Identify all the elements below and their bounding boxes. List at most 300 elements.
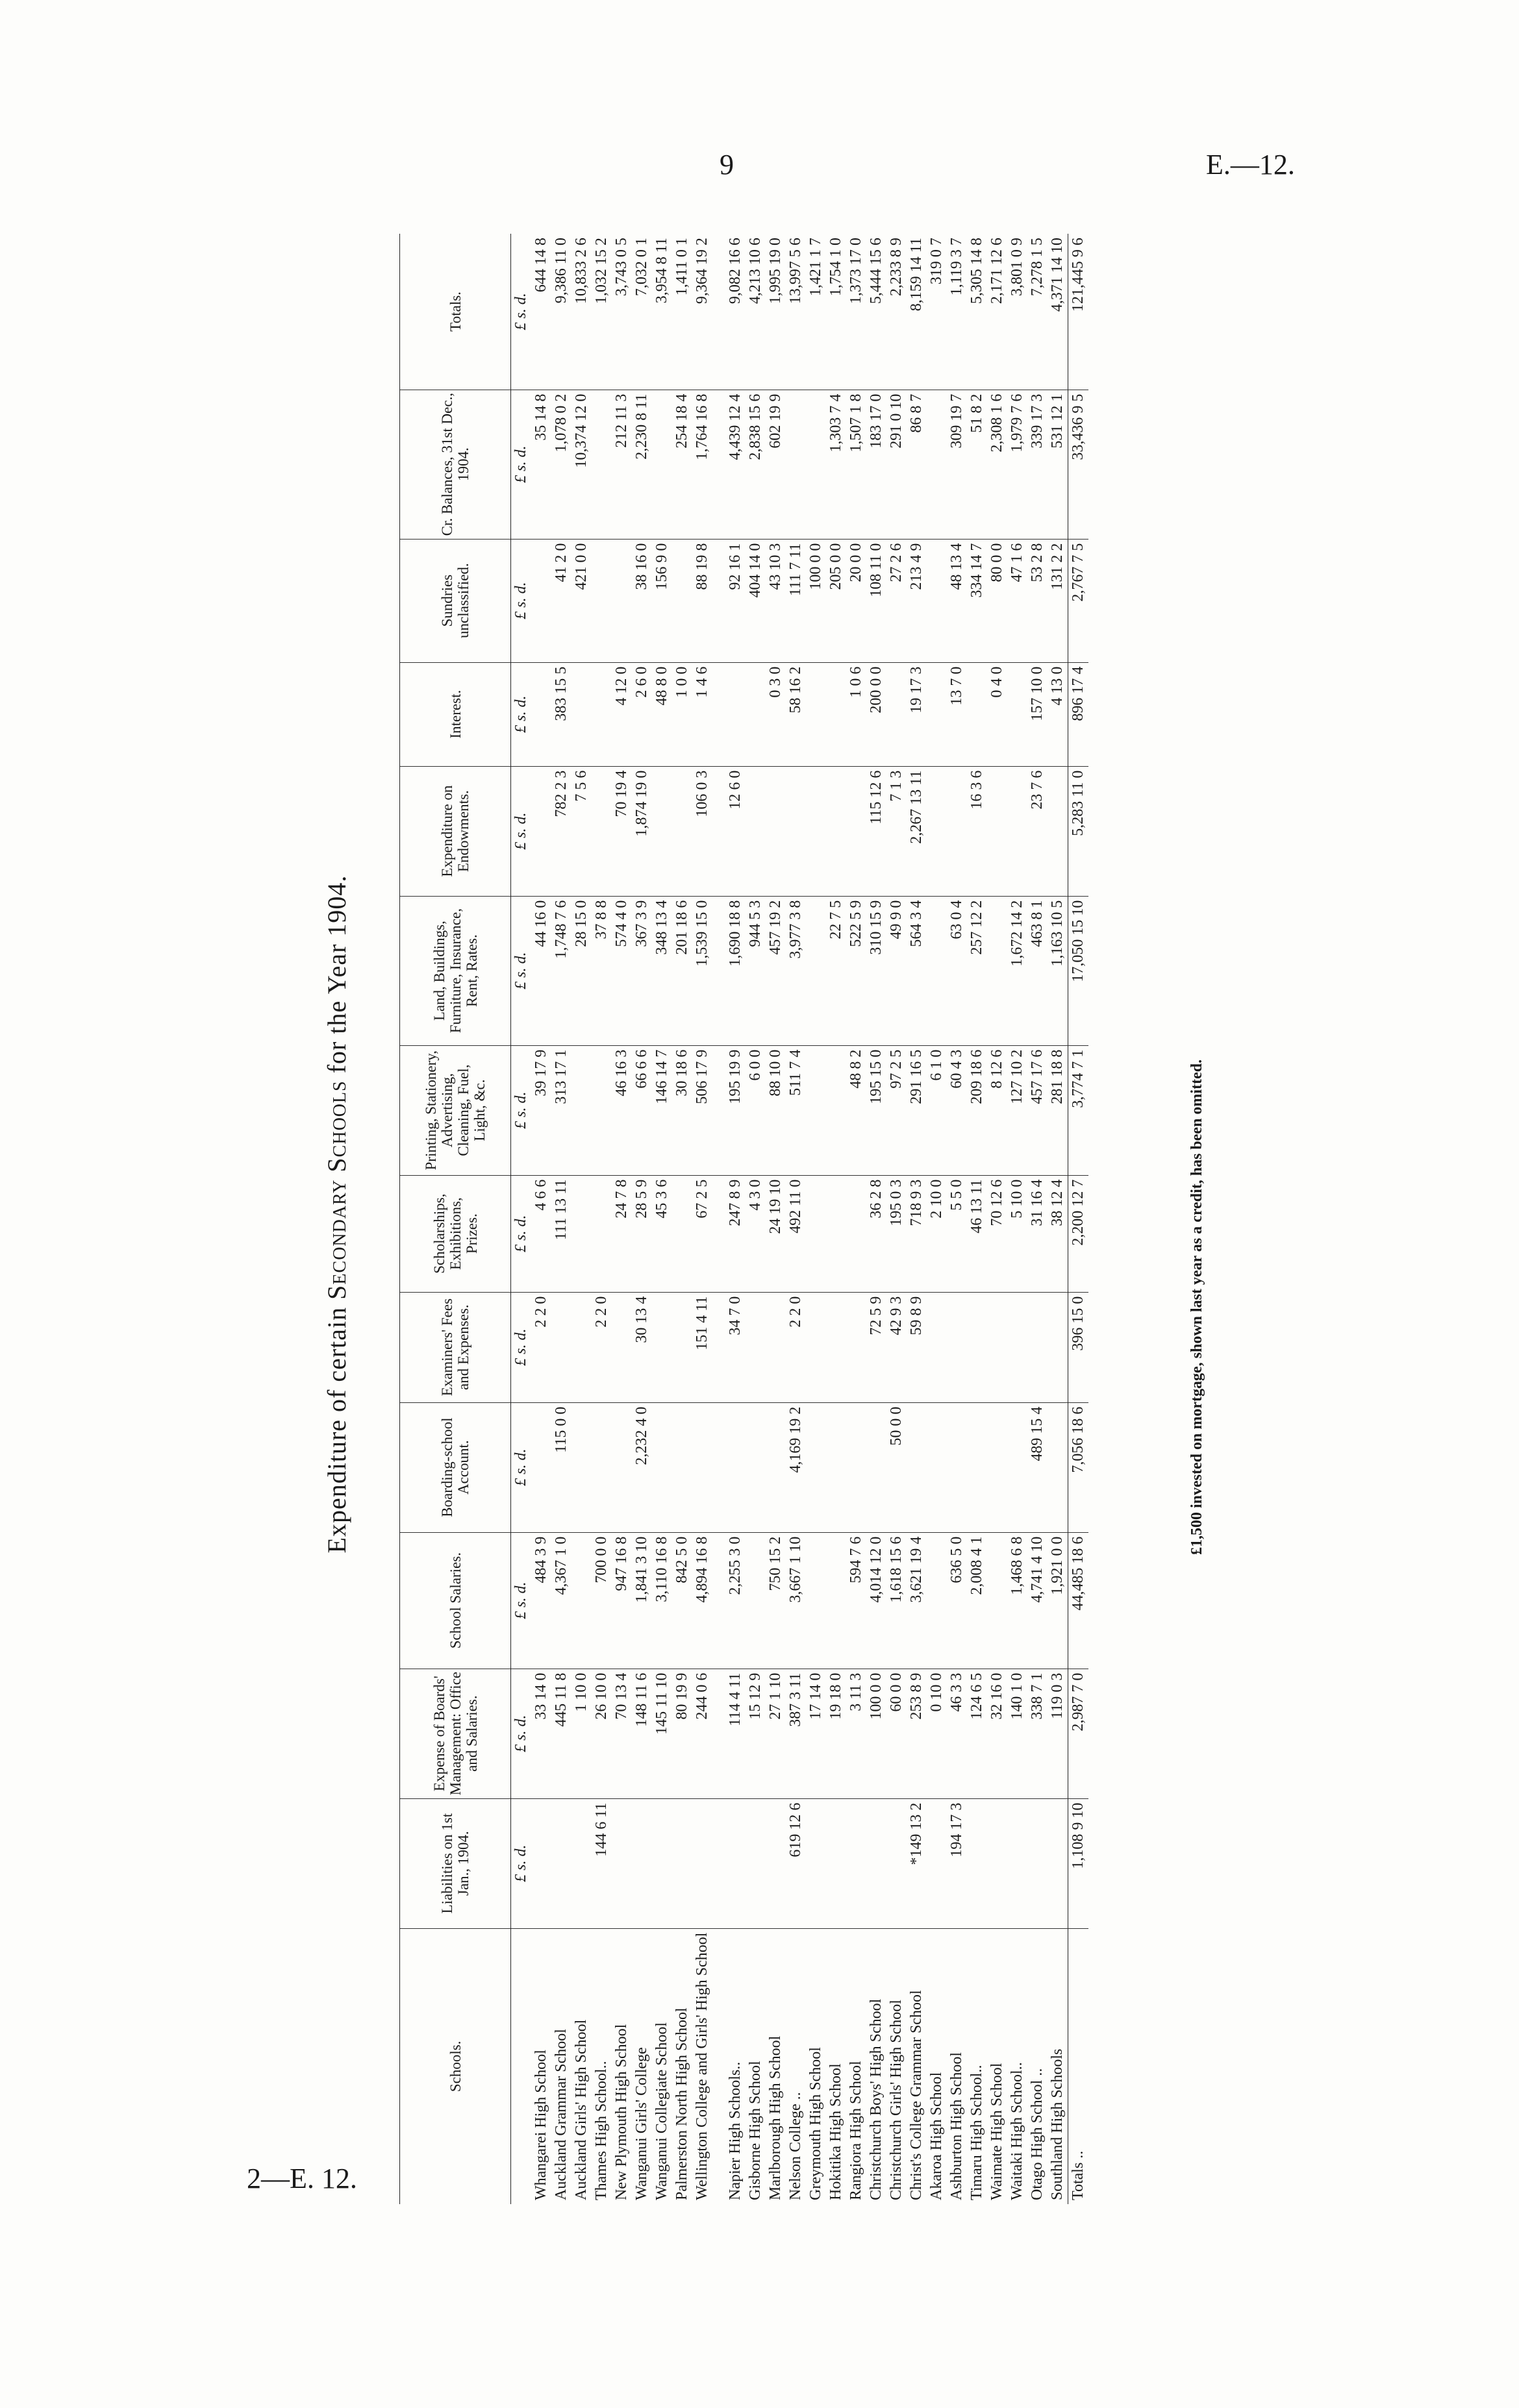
table-cell: 183 17 0 bbox=[866, 390, 886, 539]
table-row bbox=[806, 234, 826, 2204]
total-cell: 2,200 12 7 bbox=[1068, 1175, 1089, 1292]
table-cell: 70 19 4 bbox=[612, 766, 632, 896]
table-cell: 115 0 0 bbox=[551, 1402, 571, 1532]
total-cell: 5,283 11 0 bbox=[1068, 766, 1089, 896]
table-cell: 531 12 1 bbox=[1048, 390, 1068, 539]
table-cell: 146 14 7 bbox=[652, 1045, 672, 1175]
table-cell: 511 7 4 bbox=[786, 1045, 806, 1175]
table-cell: 50 0 0 bbox=[886, 1402, 907, 1532]
table-cell: 46 13 11 bbox=[967, 1175, 987, 1292]
table-cell: 3,801 0 9 bbox=[1007, 234, 1027, 390]
table-cell: 404 14 0 bbox=[746, 539, 766, 662]
table-cell: 506 17 9 bbox=[692, 1045, 712, 1175]
table-cell: 334 14 7 bbox=[967, 539, 987, 662]
table-cell: 1,874 19 0 bbox=[632, 766, 652, 896]
table-cell: 212 11 3 bbox=[612, 390, 632, 539]
school-name: Auckland Grammar School bbox=[553, 2029, 570, 2200]
gap-cell bbox=[712, 1175, 725, 1292]
unit-label: £ s. d. bbox=[511, 1532, 532, 1669]
table-cell bbox=[571, 1292, 592, 1402]
table-cell bbox=[592, 766, 612, 896]
table-cell: 27 1 10 bbox=[766, 1669, 786, 1798]
table-cell: 1,979 7 6 bbox=[1007, 390, 1027, 539]
school-name: Napier High Schools.. bbox=[727, 2061, 744, 2200]
table-cell bbox=[746, 1402, 766, 1532]
table-cell bbox=[826, 1292, 846, 1402]
table-cell: 17 14 0 bbox=[806, 1669, 826, 1798]
table-cell: 5 10 0 bbox=[1007, 1175, 1027, 1292]
table-cell: 319 0 7 bbox=[927, 234, 947, 390]
table-cell: 124 6 5 bbox=[967, 1669, 987, 1798]
table-cell: 111 7 11 bbox=[786, 539, 806, 662]
school-name: Whangarei High School bbox=[533, 2050, 549, 2200]
table-cell: 2 6 0 bbox=[632, 662, 652, 766]
table-cell: 43 10 3 bbox=[766, 539, 786, 662]
unit-label: £ s. d. bbox=[511, 1175, 532, 1292]
table-cell: 1,995 19 0 bbox=[766, 234, 786, 390]
table-cell: 41 2 0 bbox=[551, 539, 571, 662]
table-cell bbox=[967, 1402, 987, 1532]
table-cell: 5,305 14 8 bbox=[967, 234, 987, 390]
table-cell bbox=[531, 766, 551, 896]
table-cell: 7 5 6 bbox=[571, 766, 592, 896]
table-cell: 32 16 0 bbox=[987, 1669, 1007, 1798]
table-cell bbox=[786, 766, 806, 896]
school-name: Nelson College .. bbox=[787, 2092, 804, 2200]
table-cell bbox=[571, 662, 592, 766]
unit-label: £ s. d. bbox=[511, 662, 532, 766]
table-cell: 16 3 6 bbox=[967, 766, 987, 896]
table-cell: 46 16 3 bbox=[612, 1045, 632, 1175]
group-gap bbox=[712, 234, 725, 2204]
table-cell bbox=[866, 1402, 886, 1532]
table-cell: 1,411 0 1 bbox=[672, 234, 692, 390]
table-cell bbox=[806, 1532, 826, 1669]
table-row bbox=[652, 234, 672, 2204]
title-suffix: for the Year 1904. bbox=[322, 875, 351, 1081]
table-cell bbox=[1048, 1402, 1068, 1532]
school-name: Waimate High School bbox=[988, 2063, 1005, 2200]
table-cell bbox=[806, 1175, 826, 1292]
table-cell bbox=[886, 662, 907, 766]
school-name: Wanganui Girls' College bbox=[633, 2047, 650, 2200]
table-cell: 700 0 0 bbox=[592, 1532, 612, 1669]
table-cell: 281 18 8 bbox=[1048, 1045, 1068, 1175]
table-cell: 151 4 11 bbox=[692, 1292, 712, 1402]
table-cell: 8,159 14 11 bbox=[907, 234, 927, 390]
table-cell: 2,233 8 9 bbox=[886, 234, 907, 390]
table-cell bbox=[806, 1045, 826, 1175]
school-name: New Plymouth High School bbox=[613, 2024, 630, 2200]
table-cell bbox=[531, 539, 551, 662]
table-row bbox=[725, 234, 746, 2204]
total-cell: 1,108 9 10 bbox=[1068, 1798, 1089, 1928]
table-cell: 257 12 2 bbox=[967, 896, 987, 1045]
table-row bbox=[746, 234, 766, 2204]
table-row bbox=[571, 234, 592, 2204]
table-cell: 42 9 3 bbox=[886, 1292, 907, 1402]
table-cell bbox=[746, 1798, 766, 1928]
table-cell: 5 5 0 bbox=[947, 1175, 967, 1292]
table-cell: 194 17 3 bbox=[947, 1798, 967, 1928]
school-name: Southland High Schools bbox=[1049, 2048, 1066, 2200]
table-cell bbox=[967, 662, 987, 766]
gap-cell bbox=[712, 539, 725, 662]
table-cell bbox=[692, 1402, 712, 1532]
table-cell bbox=[907, 1402, 927, 1532]
table-cell: 13,997 5 6 bbox=[786, 234, 806, 390]
table-cell: 457 19 2 bbox=[766, 896, 786, 1045]
column-header: Interest. bbox=[400, 662, 511, 766]
table-cell: 445 11 8 bbox=[551, 1669, 571, 1798]
table-row bbox=[927, 234, 947, 2204]
totals-label: Totals .. bbox=[1068, 1928, 1089, 2204]
table-cell bbox=[672, 1798, 692, 1928]
table-cell: 2,230 8 11 bbox=[632, 390, 652, 539]
table-row bbox=[947, 234, 967, 2204]
table-cell: 44 16 0 bbox=[531, 896, 551, 1045]
table-row bbox=[766, 234, 786, 2204]
table-cell bbox=[947, 1402, 967, 1532]
table-cell bbox=[1007, 1292, 1027, 1402]
table-cell: 209 18 6 bbox=[967, 1045, 987, 1175]
table-row bbox=[826, 234, 846, 2204]
table-cell: 3,667 1 10 bbox=[786, 1532, 806, 1669]
table-cell: 602 19 9 bbox=[766, 390, 786, 539]
table-cell: 10,374 12 0 bbox=[571, 390, 592, 539]
table-cell: 348 13 4 bbox=[652, 896, 672, 1045]
table-cell: 140 1 0 bbox=[1007, 1669, 1027, 1798]
total-cell: 33,436 9 5 bbox=[1068, 390, 1089, 539]
column-header: Cr. Balances, 31st Dec., 1904. bbox=[400, 390, 511, 539]
table-cell: 9,386 11 0 bbox=[551, 234, 571, 390]
table-cell: 1,468 6 8 bbox=[1007, 1532, 1027, 1669]
gap-cell bbox=[712, 1798, 725, 1928]
table-cell bbox=[571, 1402, 592, 1532]
table-cell bbox=[592, 1045, 612, 1175]
table-cell: 144 6 11 bbox=[592, 1798, 612, 1928]
unit-label: £ s. d. bbox=[511, 390, 532, 539]
table-cell: 6 0 0 bbox=[746, 1045, 766, 1175]
table-cell: 944 5 3 bbox=[746, 896, 766, 1045]
table-cell: 0 3 0 bbox=[766, 662, 786, 766]
table-row bbox=[886, 234, 907, 2204]
table-cell bbox=[846, 1292, 866, 1402]
table-cell: 310 15 9 bbox=[866, 896, 886, 1045]
table-cell: 750 15 2 bbox=[766, 1532, 786, 1669]
table-cell: 338 7 1 bbox=[1027, 1669, 1048, 1798]
table-cell bbox=[592, 662, 612, 766]
table-cell: 100 0 0 bbox=[806, 539, 826, 662]
school-name: Christchurch Boys' High School bbox=[868, 1998, 885, 2200]
table-cell: 97 2 5 bbox=[886, 1045, 907, 1175]
table-cell bbox=[612, 1798, 632, 1928]
table-cell: 205 0 0 bbox=[826, 539, 846, 662]
table-cell bbox=[1027, 1292, 1048, 1402]
table-cell: 213 4 9 bbox=[907, 539, 927, 662]
table-cell bbox=[1007, 766, 1027, 896]
table-cell: 111 13 11 bbox=[551, 1175, 571, 1292]
table-cell: 4 13 0 bbox=[1048, 662, 1068, 766]
table-cell: 28 5 9 bbox=[632, 1175, 652, 1292]
table-cell bbox=[531, 1798, 551, 1928]
table-cell: 100 0 0 bbox=[866, 1669, 886, 1798]
school-name: Rangiora High School bbox=[847, 2061, 864, 2200]
table-cell bbox=[1048, 1798, 1068, 1928]
table-cell: 92 16 1 bbox=[725, 539, 746, 662]
table-cell: 119 0 3 bbox=[1048, 1669, 1068, 1798]
table-cell: 7,032 0 1 bbox=[632, 234, 652, 390]
table-cell: 106 0 3 bbox=[692, 766, 712, 896]
school-name: Wellington College and Girls' High School bbox=[694, 1932, 710, 2200]
column-header: Liabilities on 1st Jan., 1904. bbox=[400, 1798, 511, 1928]
table-cell: 1 10 0 bbox=[571, 1669, 592, 1798]
table-cell bbox=[652, 1402, 672, 1532]
table-cell bbox=[592, 390, 612, 539]
table-cell: 48 8 0 bbox=[652, 662, 672, 766]
table-cell: 38 12 4 bbox=[1048, 1175, 1068, 1292]
table-cell bbox=[826, 1532, 846, 1669]
table-cell: 86 8 7 bbox=[907, 390, 927, 539]
table-cell bbox=[766, 1292, 786, 1402]
table-cell bbox=[826, 1798, 846, 1928]
table-cell bbox=[592, 1402, 612, 1532]
table-cell bbox=[551, 1292, 571, 1402]
table-cell: 26 10 0 bbox=[592, 1669, 612, 1798]
table-cell: 247 8 9 bbox=[725, 1175, 746, 1292]
table-cell bbox=[725, 1798, 746, 1928]
table-cell: 5,444 15 6 bbox=[866, 234, 886, 390]
school-name: Hokitika High School bbox=[827, 2063, 844, 2200]
table-cell: 1,163 10 5 bbox=[1048, 896, 1068, 1045]
table-cell: 254 18 4 bbox=[672, 390, 692, 539]
table-row bbox=[551, 234, 571, 2204]
table-cell bbox=[652, 766, 672, 896]
table-cell: 463 8 1 bbox=[1027, 896, 1048, 1045]
column-header: Sundries unclassified. bbox=[400, 539, 511, 662]
school-name: Ashburton High School bbox=[948, 2052, 965, 2200]
table-cell bbox=[1007, 662, 1027, 766]
table-cell: 1,507 1 8 bbox=[846, 390, 866, 539]
table-cell bbox=[967, 1798, 987, 1928]
table-cell: 947 16 8 bbox=[612, 1532, 632, 1669]
table-cell: 244 0 6 bbox=[692, 1669, 712, 1798]
page-title bbox=[321, 224, 367, 2204]
table-cell bbox=[826, 662, 846, 766]
table-row bbox=[1027, 234, 1048, 2204]
unit-label: £ s. d. bbox=[511, 1798, 532, 1928]
table-cell: 782 2 3 bbox=[551, 766, 571, 896]
table-cell: 1 4 6 bbox=[692, 662, 712, 766]
table-cell bbox=[806, 766, 826, 896]
table-cell: 2,171 12 6 bbox=[987, 234, 1007, 390]
table-cell: 718 9 3 bbox=[907, 1175, 927, 1292]
table-row bbox=[846, 234, 866, 2204]
table-cell: 253 8 9 bbox=[907, 1669, 927, 1798]
table-row bbox=[592, 234, 612, 2204]
table-row bbox=[531, 234, 551, 2204]
table-row bbox=[967, 234, 987, 2204]
table-cell: 4,367 1 0 bbox=[551, 1532, 571, 1669]
column-header: Printing, Stationery, Advertising, Cleaning, Fuel, Light, &c. bbox=[400, 1045, 511, 1175]
table-cell bbox=[725, 1402, 746, 1532]
table-cell: 39 17 9 bbox=[531, 1045, 551, 1175]
table-cell: 1,764 16 8 bbox=[692, 390, 712, 539]
table-cell: 36 2 8 bbox=[866, 1175, 886, 1292]
school-name: Greymouth High School bbox=[807, 2047, 824, 2200]
table-cell bbox=[571, 1045, 592, 1175]
table-cell: 1,421 1 7 bbox=[806, 234, 826, 390]
total-cell: 121,445 9 6 bbox=[1068, 234, 1089, 390]
table-cell: 23 7 6 bbox=[1027, 766, 1048, 896]
table-cell: 3,110 16 8 bbox=[652, 1532, 672, 1669]
table-cell bbox=[846, 1175, 866, 1292]
table-cell: 20 0 0 bbox=[846, 539, 866, 662]
table-cell: 9,082 16 6 bbox=[725, 234, 746, 390]
table-cell: 2,008 4 1 bbox=[967, 1532, 987, 1669]
table-cell: 291 0 10 bbox=[886, 390, 907, 539]
table-cell bbox=[632, 1798, 652, 1928]
table-cell: 4,014 12 0 bbox=[866, 1532, 886, 1669]
gap-cell bbox=[712, 234, 725, 390]
table-cell bbox=[1048, 766, 1068, 896]
table-cell: 4 6 6 bbox=[531, 1175, 551, 1292]
table-cell: 38 16 0 bbox=[632, 539, 652, 662]
table-row bbox=[692, 234, 712, 2204]
table-cell: 842 5 0 bbox=[672, 1532, 692, 1669]
table-cell bbox=[987, 766, 1007, 896]
table-cell: 145 11 10 bbox=[652, 1669, 672, 1798]
table-cell: 2,232 4 0 bbox=[632, 1402, 652, 1532]
table-cell: 1,032 15 2 bbox=[592, 234, 612, 390]
table-cell: 644 14 8 bbox=[531, 234, 551, 390]
table-cell: 157 10 0 bbox=[1027, 662, 1048, 766]
gap-cell bbox=[712, 1045, 725, 1175]
gap-cell bbox=[712, 1292, 725, 1402]
table-cell: 201 18 6 bbox=[672, 896, 692, 1045]
table-body bbox=[511, 234, 1089, 2204]
total-cell: 3,774 7 1 bbox=[1068, 1045, 1089, 1175]
table-cell: 131 2 2 bbox=[1048, 539, 1068, 662]
page-number: 9 bbox=[720, 149, 734, 180]
table-cell bbox=[766, 1402, 786, 1532]
table-cell bbox=[672, 1175, 692, 1292]
table-cell: 6 1 0 bbox=[927, 1045, 947, 1175]
table-cell: 2 2 0 bbox=[786, 1292, 806, 1402]
gap-cell bbox=[712, 1402, 725, 1532]
table-cell: 22 7 5 bbox=[826, 896, 846, 1045]
rotated-table-frame bbox=[321, 224, 1231, 2204]
gap-cell bbox=[712, 390, 725, 539]
table-cell bbox=[947, 1292, 967, 1402]
table-row bbox=[907, 234, 927, 2204]
table-cell: 3,977 3 8 bbox=[786, 896, 806, 1045]
unit-spacer bbox=[511, 1928, 532, 2204]
school-name: Otago High School .. bbox=[1029, 2068, 1046, 2200]
table-cell: 7 1 3 bbox=[886, 766, 907, 896]
title-prefix: Expenditure of certain bbox=[322, 1299, 351, 1554]
table-cell: 37 8 8 bbox=[592, 896, 612, 1045]
table-cell: 522 5 9 bbox=[846, 896, 866, 1045]
table-cell bbox=[1007, 1402, 1027, 1532]
table-cell: 80 19 9 bbox=[672, 1669, 692, 1798]
table-cell: 2,255 3 0 bbox=[725, 1532, 746, 1669]
table-cell: 35 14 8 bbox=[531, 390, 551, 539]
table-cell: 383 15 5 bbox=[551, 662, 571, 766]
table-cell bbox=[987, 896, 1007, 1045]
table-cell: 421 0 0 bbox=[571, 539, 592, 662]
table-cell bbox=[746, 1292, 766, 1402]
gap-cell bbox=[712, 1532, 725, 1669]
unit-label: £ s. d. bbox=[511, 896, 532, 1045]
school-name: Akaroa High School bbox=[928, 2072, 945, 2200]
table-cell: 4 3 0 bbox=[746, 1175, 766, 1292]
table-cell bbox=[692, 1798, 712, 1928]
table-cell bbox=[826, 766, 846, 896]
unit-label: £ s. d. bbox=[511, 234, 532, 390]
table-cell: 28 15 0 bbox=[571, 896, 592, 1045]
table-cell: 2,267 13 11 bbox=[907, 766, 927, 896]
school-name: Palmerston North High School bbox=[673, 2007, 690, 2200]
table-cell bbox=[927, 1798, 947, 1928]
table-cell bbox=[766, 766, 786, 896]
column-header: Scholarships, Exhibitions, Prizes. bbox=[400, 1175, 511, 1292]
table-cell bbox=[652, 1292, 672, 1402]
school-name: Thames High School.. bbox=[593, 2061, 610, 2200]
table-cell: 195 19 9 bbox=[725, 1045, 746, 1175]
table-cell: 67 2 5 bbox=[692, 1175, 712, 1292]
table-cell: 30 13 4 bbox=[632, 1292, 652, 1402]
column-header: School Salaries. bbox=[400, 1532, 511, 1669]
table-cell: 1,618 15 6 bbox=[886, 1532, 907, 1669]
column-header: Expenditure on Endowments. bbox=[400, 766, 511, 896]
gap-cell bbox=[712, 766, 725, 896]
table-cell: 46 3 3 bbox=[947, 1669, 967, 1798]
table-cell bbox=[531, 1402, 551, 1532]
table-cell: 4 12 0 bbox=[612, 662, 632, 766]
unit-label: £ s. d. bbox=[511, 1669, 532, 1798]
table-cell: 1,841 3 10 bbox=[632, 1532, 652, 1669]
school-name: Wanganui Collegiate School bbox=[653, 2022, 670, 2200]
totals-row bbox=[1068, 234, 1089, 2204]
table-cell bbox=[571, 1798, 592, 1928]
total-cell: 396 15 0 bbox=[1068, 1292, 1089, 1402]
table-cell bbox=[746, 1532, 766, 1669]
table-cell: 1,690 18 8 bbox=[725, 896, 746, 1045]
table-cell: 4,371 14 10 bbox=[1048, 234, 1068, 390]
table-cell: 339 17 3 bbox=[1027, 390, 1048, 539]
table-cell bbox=[672, 766, 692, 896]
table-cell bbox=[672, 1402, 692, 1532]
table-cell: 195 0 3 bbox=[886, 1175, 907, 1292]
table-cell: 564 3 4 bbox=[907, 896, 927, 1045]
table-cell bbox=[987, 1532, 1007, 1669]
unit-label: £ s. d. bbox=[511, 766, 532, 896]
footer-code: 2—E. 12. bbox=[247, 2163, 357, 2194]
table-cell: *149 13 2 bbox=[907, 1798, 927, 1928]
table-cell: 24 7 8 bbox=[612, 1175, 632, 1292]
table-cell: 3,743 0 5 bbox=[612, 234, 632, 390]
table-cell: 1,539 15 0 bbox=[692, 896, 712, 1045]
table-cell: 457 17 6 bbox=[1027, 1045, 1048, 1175]
table-cell: 58 16 2 bbox=[786, 662, 806, 766]
column-header: Schools. bbox=[400, 1928, 511, 2204]
table-cell: 13 7 0 bbox=[947, 662, 967, 766]
school-name: Gisborne High School bbox=[747, 2061, 764, 2200]
table-cell: 4,439 12 4 bbox=[725, 390, 746, 539]
table-cell: 19 17 3 bbox=[907, 662, 927, 766]
table-cell: 88 10 0 bbox=[766, 1045, 786, 1175]
